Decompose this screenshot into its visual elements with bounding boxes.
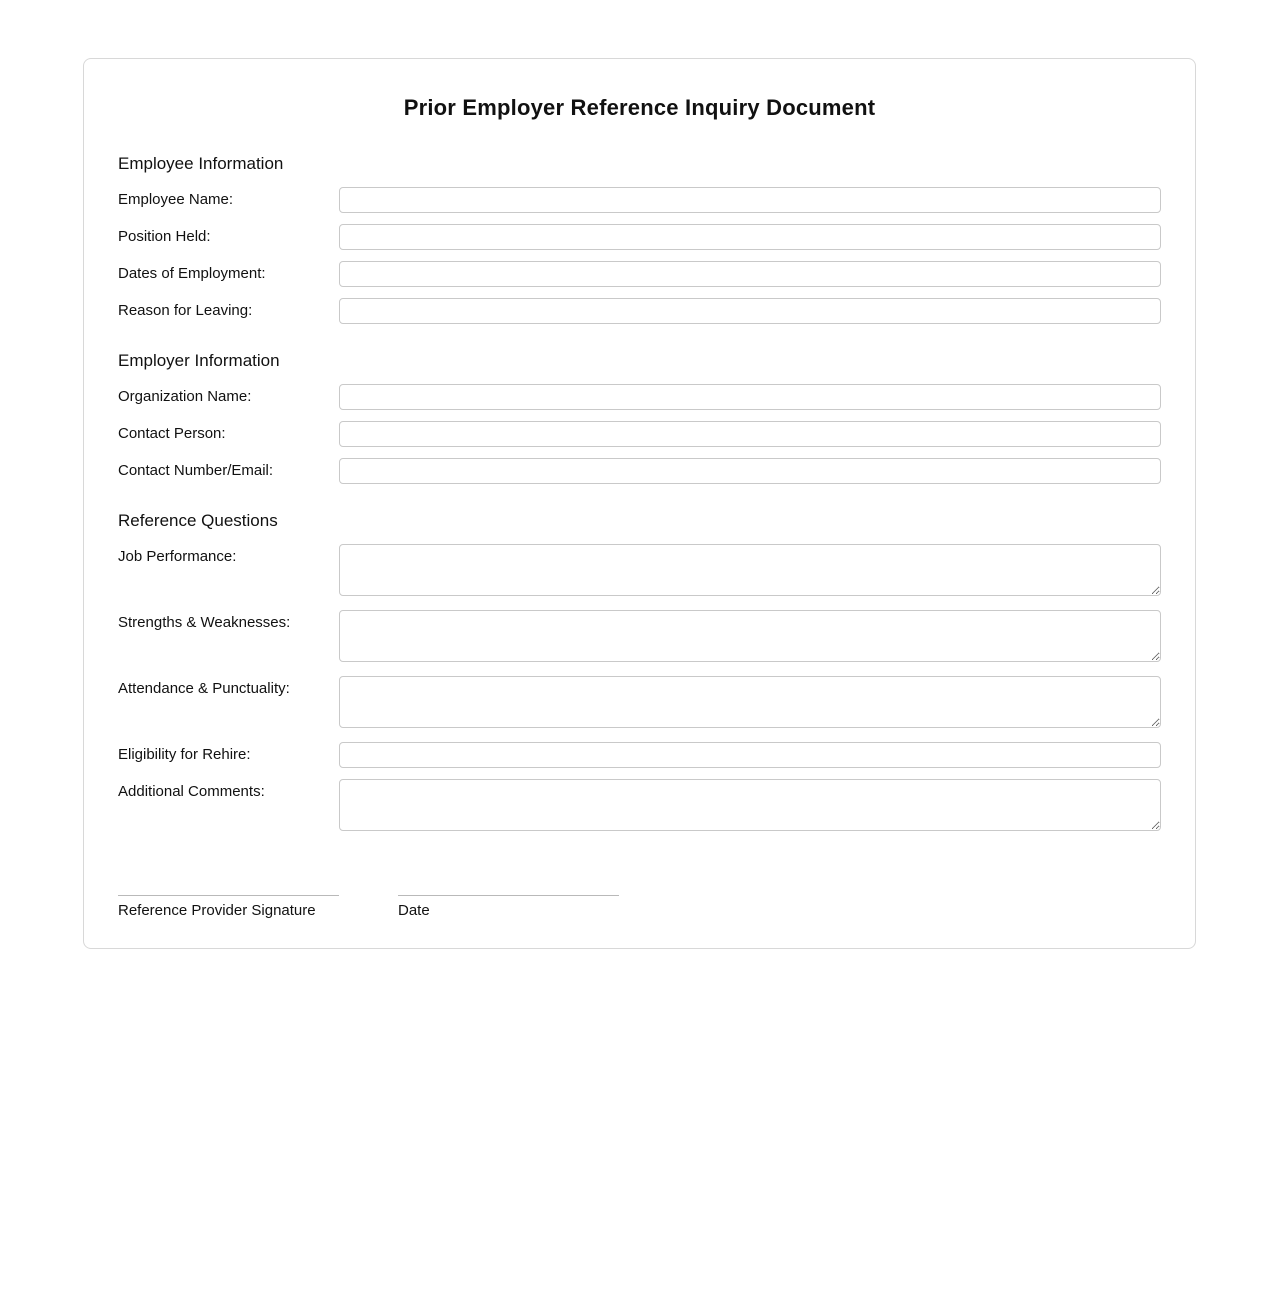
dates-of-employment-label: Dates of Employment: <box>118 265 266 282</box>
form-row-reason-for-leaving <box>118 298 1161 324</box>
form-row-additional-comments <box>118 779 1161 831</box>
job-performance-textarea[interactable] <box>339 544 1161 596</box>
form-row-job-performance <box>118 544 1161 596</box>
form-row-eligibility-for-rehire <box>118 742 1161 768</box>
section-heading-employee-information: Employee Information <box>118 154 284 173</box>
employee-name-label: Employee Name: <box>118 191 234 208</box>
reason-for-leaving-input[interactable] <box>339 298 1161 324</box>
form-row-attendance-punctuality <box>118 676 1161 728</box>
job-performance-label: Job Performance: <box>118 548 237 565</box>
date-line <box>398 895 619 920</box>
section-heading-employer-information: Employer Information <box>118 351 280 370</box>
contact-person-input[interactable] <box>339 421 1161 447</box>
strengths-weaknesses-label: Strengths & Weaknesses: <box>118 614 291 631</box>
date-label: Date <box>398 902 430 919</box>
contact-number-email-label: Contact Number/Email: <box>118 462 274 479</box>
organization-name-label: Organization Name: <box>118 388 252 405</box>
attendance-punctuality-textarea[interactable] <box>339 676 1161 728</box>
strengths-weaknesses-textarea[interactable] <box>339 610 1161 662</box>
form-row-employee-name <box>118 187 1161 213</box>
page-title: Prior Employer Reference Inquiry Document <box>403 95 876 120</box>
form-row-position-held <box>118 224 1161 250</box>
position-held-label: Position Held: <box>118 228 211 245</box>
contact-person-label: Contact Person: <box>118 425 226 442</box>
form-row-organization-name <box>118 384 1161 410</box>
organization-name-input[interactable] <box>339 384 1161 410</box>
form-row-contact-number-email <box>118 458 1161 484</box>
contact-number-email-input[interactable] <box>339 458 1161 484</box>
employee-name-input[interactable] <box>339 187 1161 213</box>
signature-label: Reference Provider Signature <box>118 902 316 919</box>
dates-of-employment-input[interactable] <box>339 261 1161 287</box>
eligibility-for-rehire-input[interactable] <box>339 742 1161 768</box>
form-row-dates-of-employment <box>118 261 1161 287</box>
form-row-contact-person <box>118 421 1161 447</box>
additional-comments-label: Additional Comments: <box>118 783 265 800</box>
signature-line <box>118 895 339 920</box>
form-row-strengths-weaknesses <box>118 610 1161 662</box>
section-heading-reference-questions: Reference Questions <box>118 511 278 530</box>
form-panel <box>83 58 1196 949</box>
eligibility-for-rehire-label: Eligibility for Rehire: <box>118 746 251 763</box>
reason-for-leaving-label: Reason for Leaving: <box>118 302 253 319</box>
signature-area <box>118 895 1161 920</box>
attendance-punctuality-label: Attendance & Punctuality: <box>118 680 290 697</box>
position-held-input[interactable] <box>339 224 1161 250</box>
additional-comments-textarea[interactable] <box>339 779 1161 831</box>
